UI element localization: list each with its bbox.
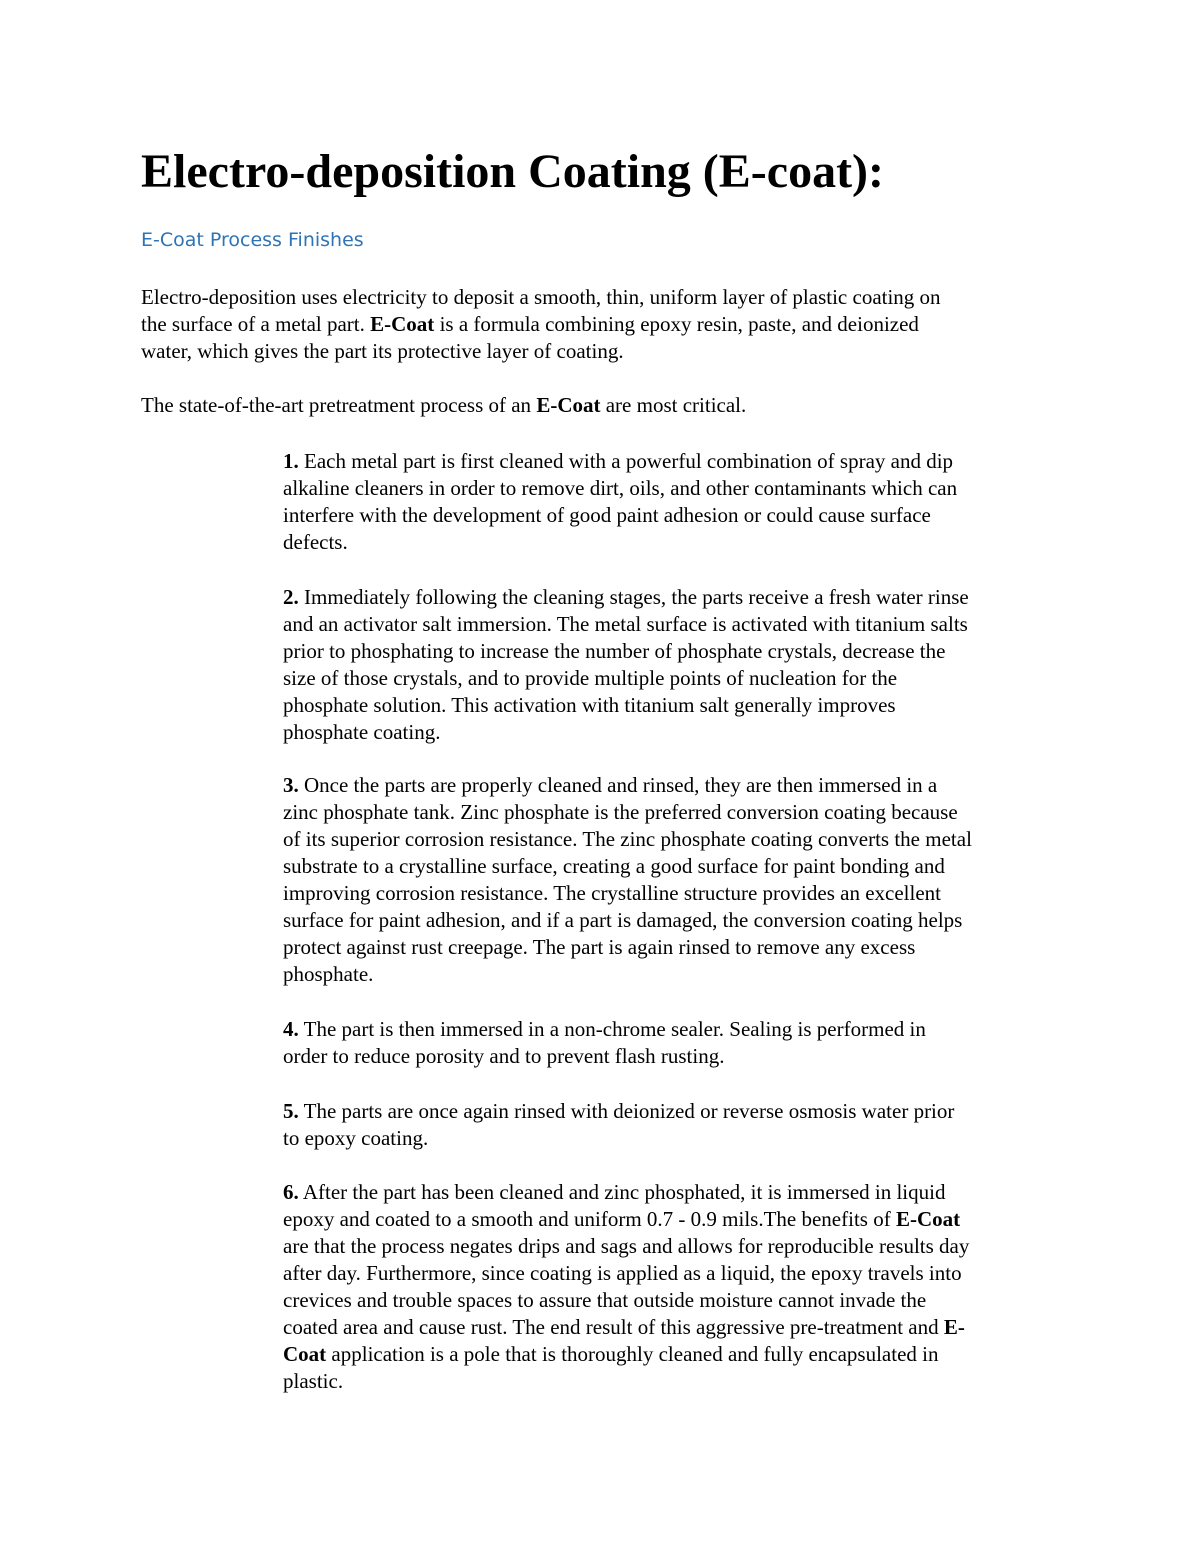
step-2-line-3: prior to phosphating to increase the number of phosphate crystals, decrease the bbox=[283, 639, 946, 663]
lead-ecoat-term: E-Coat bbox=[536, 393, 601, 417]
step-3 bbox=[283, 772, 972, 988]
lead-text-c: are most critical. bbox=[600, 393, 747, 417]
step-4-line-2: order to reduce porosity and to prevent flash rusting. bbox=[283, 1044, 725, 1068]
step-6-line-1 bbox=[283, 1179, 969, 1206]
step-3-line-7: protect against rust creepage. The part is again rinsed to remove any excess bbox=[283, 935, 916, 959]
step-1-line-3: interfere with the development of good paint adhesion or could cause surface bbox=[283, 503, 931, 527]
lead-text-a: The state-of-the-art pretreatment process of an bbox=[141, 393, 537, 417]
step-3-line-1 bbox=[283, 772, 972, 799]
step-2-line-2: and an activator salt immersion. The metal surface is activated with titanium salts bbox=[283, 612, 968, 636]
step-2-line-1 bbox=[283, 584, 969, 611]
lead-paragraph bbox=[141, 392, 746, 419]
step-4 bbox=[283, 1016, 926, 1070]
step-6 bbox=[283, 1179, 969, 1395]
step-6-line-5: crevices and trouble spaces to assure that outside moisture cannot invade the bbox=[283, 1288, 927, 1312]
step-1-line-4: defects. bbox=[283, 530, 348, 554]
step-3-number: 3. bbox=[283, 773, 299, 797]
intro-line-1: Electro-deposition uses electricity to deposit a smooth, thin, uniform layer of plastic coating on bbox=[141, 285, 941, 309]
step-3-line-4: substrate to a crystalline surface, creating a good surface for paint bonding and bbox=[283, 854, 945, 878]
step-6-line-1-text: After the part has been cleaned and zinc phosphated, it is immersed in liquid bbox=[298, 1180, 946, 1204]
step-6-ecoat-term-2b: Coat bbox=[283, 1342, 327, 1366]
step-3-line-2: zinc phosphate tank. Zinc phosphate is the preferred conversion coating because bbox=[283, 800, 958, 824]
step-6-line-4: after day. Furthermore, since coating is applied as a liquid, the epoxy travels into bbox=[283, 1261, 962, 1285]
step-6-line-3: are that the process negates drips and sags and allows for reproducible results day bbox=[283, 1234, 970, 1258]
intro-line-2 bbox=[141, 311, 941, 338]
intro-line-2-text-c: is a formula combining epoxy resin, paste, and deionized bbox=[434, 312, 919, 336]
intro-line-3: water, which gives the part its protective layer of coating. bbox=[141, 339, 624, 363]
step-2-line-1-text: Immediately following the cleaning stages, the parts receive a fresh water rinse bbox=[298, 585, 969, 609]
step-4-line-1 bbox=[283, 1016, 926, 1043]
step-6-line-6 bbox=[283, 1314, 969, 1341]
step-2-line-6: phosphate coating. bbox=[283, 720, 441, 744]
intro-paragraph bbox=[141, 284, 941, 365]
step-4-number: 4. bbox=[283, 1017, 299, 1041]
intro-ecoat-term: E-Coat bbox=[370, 312, 435, 336]
step-5-line-1 bbox=[283, 1098, 954, 1125]
step-5-line-1-text: The parts are once again rinsed with deionized or reverse osmosis water prior bbox=[298, 1099, 955, 1123]
step-5-number: 5. bbox=[283, 1099, 299, 1123]
step-1-number: 1. bbox=[283, 449, 299, 473]
step-3-line-3: of its superior corrosion resistance. The zinc phosphate coating converts the metal bbox=[283, 827, 972, 851]
step-6-line-7-text: application is a pole that is thoroughly cleaned and fully encapsulated in bbox=[326, 1342, 939, 1366]
step-6-number: 6. bbox=[283, 1180, 299, 1204]
step-6-ecoat-term-1: E-Coat bbox=[895, 1207, 961, 1231]
step-3-line-8: phosphate. bbox=[283, 962, 374, 986]
step-2-line-4: size of those crystals, and to provide multiple points of nucleation for the bbox=[283, 666, 898, 690]
page-title: Electro-deposition Coating (E-coat): bbox=[141, 145, 885, 198]
step-6-line-7 bbox=[283, 1341, 969, 1368]
step-5 bbox=[283, 1098, 954, 1152]
step-6-ecoat-term-2a: E- bbox=[943, 1315, 965, 1339]
intro-line-2-text-a: the surface of a metal part. bbox=[141, 312, 371, 336]
step-3-line-1-text: Once the parts are properly cleaned and rinsed, they are then immersed in a bbox=[298, 773, 938, 797]
step-1-line-2: alkaline cleaners in order to remove dirt, oils, and other contaminants which can bbox=[283, 476, 958, 500]
step-3-line-5: improving corrosion resistance. The crystalline structure provides an excellent bbox=[283, 881, 941, 905]
step-4-line-1-text: The part is then immersed in a non-chrome sealer. Sealing is performed in bbox=[298, 1017, 926, 1041]
step-6-line-6-text: coated area and cause rust. The end result of this aggressive pre-treatment and bbox=[283, 1315, 944, 1339]
step-3-line-6: surface for paint adhesion, and if a part is damaged, the conversion coating helps bbox=[283, 908, 963, 932]
step-2 bbox=[283, 584, 969, 746]
step-6-line-2-text: epoxy and coated to a smooth and uniform 0.7 - 0.9 mils.The benefits of bbox=[283, 1207, 896, 1231]
step-2-number: 2. bbox=[283, 585, 299, 609]
step-1 bbox=[283, 448, 957, 556]
step-1-line-1 bbox=[283, 448, 957, 475]
step-6-line-2 bbox=[283, 1206, 969, 1233]
step-6-line-8: plastic. bbox=[283, 1369, 344, 1393]
page-subtitle: E-Coat Process Finishes bbox=[141, 229, 364, 251]
step-5-line-2: to epoxy coating. bbox=[283, 1126, 429, 1150]
step-2-line-5: phosphate solution. This activation with titanium salt generally improves bbox=[283, 693, 896, 717]
step-1-line-1-text: Each metal part is first cleaned with a powerful combination of spray and dip bbox=[298, 449, 954, 473]
